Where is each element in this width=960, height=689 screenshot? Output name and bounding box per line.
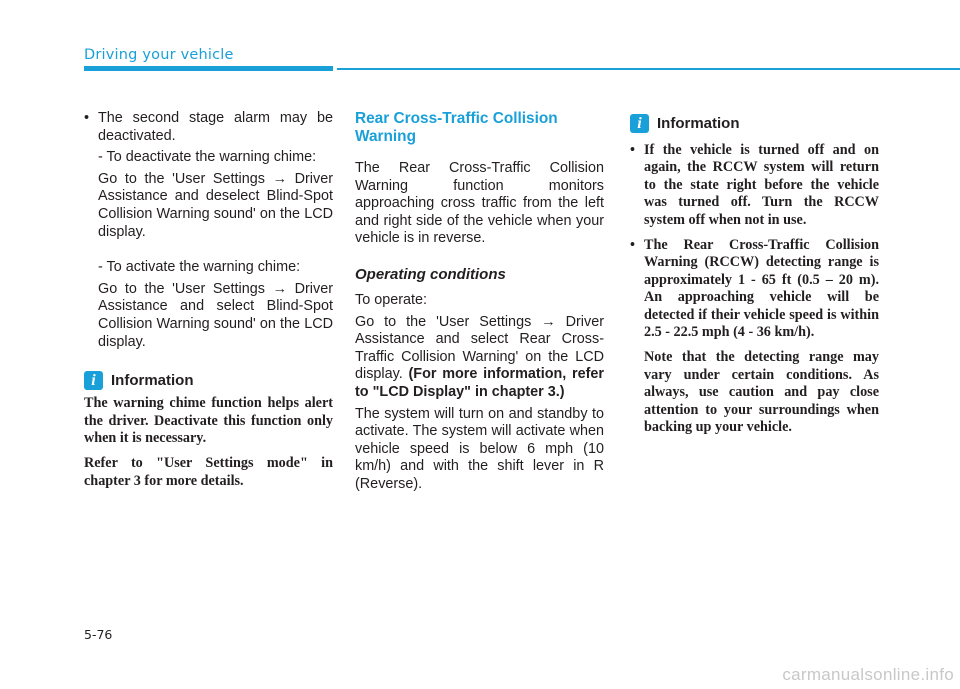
header-accent-bar (84, 66, 333, 71)
operate-paragraph (355, 314, 604, 402)
information-header (84, 369, 333, 391)
info-icon: i (84, 371, 103, 390)
section-header-title: Driving your vehicle (84, 47, 234, 63)
column-right (630, 112, 879, 437)
operate-reference: (For more information, refer to "LCD Display" in chapter 3.) (355, 366, 605, 400)
column-left (84, 110, 333, 490)
section-title: Rear Cross-Traffic Collision Warning (355, 110, 558, 145)
info-paragraph: Refer to "User Settings mode" in chapter 3 for more details. (84, 455, 333, 489)
list-item: • The Rear Cross-Traffic Collision Warning (RCCW) detecting range is approximately 1 - 65 ft (0.5 – 20 m). An approaching vehicle will be detected if their vehicle speed is within 2.5 - 22.5 mph (4 - 36 km/h). (630, 237, 879, 341)
list-item: • If the vehicle is turned off and on again, the RCCW system will return to the state right before the vehicle was turned off. Turn the RCCW system off when not in use. (630, 142, 879, 229)
information-title: Information (657, 114, 740, 132)
activate-step: Go to the 'User Settings → Driver Assistance and select Blind-Spot Collision Warning sound' on the LCD display. (98, 280, 333, 350)
watermark: carmanualsonline.info (782, 665, 954, 684)
deactivate-intro: - To deactivate the warning chime: (98, 149, 317, 166)
info-paragraph: The warning chime function helps alert the driver. Deactivate this function only when it is necessary. (84, 395, 333, 446)
note-paragraph: Note that the detecting range may vary under certain conditions. As always, use caution and pay close attention to your surroundings when backing up your vehicle. (644, 349, 879, 436)
list-item: • The second stage alarm may be deactivated. (84, 110, 333, 145)
deactivate-step: Go to the 'User Settings → Driver Assistance and deselect Blind-Spot Collision Warning sound' on the LCD display. (98, 170, 333, 240)
to-operate-label: To operate: (355, 291, 428, 308)
intro-paragraph: The Rear Cross-Traffic Collision Warning function monitors approaching cross traffic from the left and right side of the vehicle when your vehicle is in reverse. (355, 160, 604, 247)
information-title: Information (111, 371, 194, 389)
standby-paragraph: The system will turn on and standby to activate. The system will activate when vehicle speed is below 6 mph (10 km/h) and with the shift lever in R (Reverse). (355, 405, 604, 492)
column-middle (355, 110, 604, 494)
info-icon: i (630, 114, 649, 133)
operate-step: Go to the 'User Settings → Driver Assistance and select Rear Cross-Traffic Collision Warning' on the LCD display. (355, 313, 604, 383)
subsection-title: Operating conditions (355, 265, 506, 283)
page-number: 5-76 (84, 627, 113, 642)
header-rule (337, 68, 960, 70)
information-header (630, 112, 879, 134)
activate-intro: - To activate the warning chime: (98, 259, 301, 276)
